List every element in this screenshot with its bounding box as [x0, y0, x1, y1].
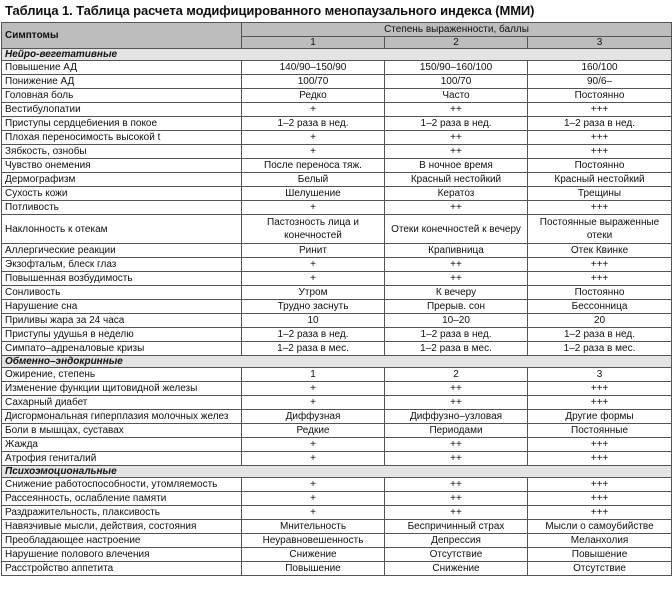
level-3-cell: +++	[528, 438, 672, 452]
table-row	[2, 562, 672, 576]
symptom-cell: Жажда	[2, 438, 242, 452]
level-1-cell: +	[242, 478, 385, 492]
level-3-cell: +++	[528, 478, 672, 492]
level-1-cell: Повышение	[242, 562, 385, 576]
level-3-cell: Постоянно	[528, 159, 672, 173]
level-2-cell: ++	[385, 478, 528, 492]
symptoms-header: Симптомы	[2, 23, 242, 49]
table-title: Таблица 1. Таблица расчета модифицированного менопаузального индекса (ММИ)	[5, 3, 535, 18]
symptom-cell: Преобладающее настроение	[2, 534, 242, 548]
table-row	[2, 492, 672, 506]
level-1-cell: +	[242, 201, 385, 215]
symptom-cell: Боли в мышцах, суставах	[2, 424, 242, 438]
table-row	[2, 244, 672, 258]
level-3-cell: Постоянно	[528, 286, 672, 300]
level-1-cell: +	[242, 396, 385, 410]
table-row	[2, 187, 672, 201]
table-row	[2, 328, 672, 342]
level-1-cell: 1–2 раза в нед.	[242, 328, 385, 342]
level-2-cell: 2	[385, 368, 528, 382]
table-row	[2, 117, 672, 131]
symptom-cell: Атрофия гениталий	[2, 452, 242, 466]
level-3-cell: Бессонница	[528, 300, 672, 314]
level-2-cell: ++	[385, 438, 528, 452]
level-3-cell: +++	[528, 452, 672, 466]
level-2-cell: ++	[385, 103, 528, 117]
table-row	[2, 314, 672, 328]
level-2-cell: ++	[385, 506, 528, 520]
level-1-cell: +	[242, 492, 385, 506]
symptom-cell: Рассеянность, ослабление памяти	[2, 492, 242, 506]
table-row	[2, 452, 672, 466]
section-title: Обменно–эндокринные	[2, 356, 672, 368]
level-2-cell: ++	[385, 201, 528, 215]
level-1-cell: +	[242, 103, 385, 117]
level-2-header: 2	[385, 37, 528, 49]
level-1-cell: 1–2 раза в мес.	[242, 342, 385, 356]
level-2-cell: ++	[385, 272, 528, 286]
symptom-cell: Ожирение, степень	[2, 368, 242, 382]
level-1-cell: Редко	[242, 89, 385, 103]
table-row	[2, 478, 672, 492]
symptom-cell: Приступы сердцебиения в покое	[2, 117, 242, 131]
level-2-cell: 10–20	[385, 314, 528, 328]
table-row	[2, 286, 672, 300]
level-1-cell: 100/70	[242, 75, 385, 89]
symptom-cell: Головная боль	[2, 89, 242, 103]
level-1-cell: +	[242, 131, 385, 145]
level-3-cell: +++	[528, 506, 672, 520]
table-row	[2, 506, 672, 520]
level-2-cell: ++	[385, 131, 528, 145]
level-3-cell: +++	[528, 201, 672, 215]
level-3-cell: +++	[528, 382, 672, 396]
table-header	[2, 23, 672, 49]
level-2-cell: Прерыв. сон	[385, 300, 528, 314]
level-3-cell: Мысли о самоубийстве	[528, 520, 672, 534]
level-1-cell: +	[242, 145, 385, 159]
table-row	[2, 410, 672, 424]
level-2-cell: ++	[385, 492, 528, 506]
level-2-cell: Кератоз	[385, 187, 528, 201]
table-row	[2, 382, 672, 396]
symptom-cell: Сахарный диабет	[2, 396, 242, 410]
level-2-cell: К вечеру	[385, 286, 528, 300]
level-2-cell: ++	[385, 145, 528, 159]
section-row	[2, 49, 672, 61]
symptom-cell: Симпато–адреналовые кризы	[2, 342, 242, 356]
level-1-cell: +	[242, 258, 385, 272]
level-1-cell: 10	[242, 314, 385, 328]
level-1-cell: Ринит	[242, 244, 385, 258]
symptom-cell: Раздражительность, плаксивость	[2, 506, 242, 520]
symptom-cell: Дермографизм	[2, 173, 242, 187]
symptom-cell: Приступы удушья в неделю	[2, 328, 242, 342]
symptom-cell: Вестибулопатии	[2, 103, 242, 117]
level-1-cell: +	[242, 506, 385, 520]
symptom-cell: Зябкость, ознобы	[2, 145, 242, 159]
level-1-cell: После переноса тяж.	[242, 159, 385, 173]
level-2-cell: ++	[385, 382, 528, 396]
level-3-cell: Постоянно	[528, 89, 672, 103]
level-3-cell: Трещины	[528, 187, 672, 201]
level-2-cell: 1–2 раза в нед.	[385, 117, 528, 131]
level-2-cell: Отсутствие	[385, 548, 528, 562]
section-title: Психоэмоциональные	[2, 466, 672, 478]
level-3-cell: Постоянные выраженные отеки	[528, 215, 672, 244]
symptom-cell: Сухость кожи	[2, 187, 242, 201]
symptom-cell: Повышенная возбудимость	[2, 272, 242, 286]
level-1-cell: Мнительность	[242, 520, 385, 534]
level-2-cell: Снижение	[385, 562, 528, 576]
level-2-cell: Диффузно–узловая	[385, 410, 528, 424]
symptom-cell: Сонливость	[2, 286, 242, 300]
level-3-cell: +++	[528, 272, 672, 286]
level-2-cell: Красный нестойкий	[385, 173, 528, 187]
symptom-cell: Плохая переносимость высокой t	[2, 131, 242, 145]
level-3-cell: 1–2 раза в нед.	[528, 117, 672, 131]
level-3-cell: 1–2 раза в нед.	[528, 328, 672, 342]
symptom-cell: Дисгормональная гиперплазия молочных желез	[2, 410, 242, 424]
level-1-cell: Белый	[242, 173, 385, 187]
table-body	[2, 49, 672, 576]
level-3-cell: 3	[528, 368, 672, 382]
level-1-header: 1	[242, 37, 385, 49]
table-row	[2, 145, 672, 159]
section-row	[2, 356, 672, 368]
level-3-cell: +++	[528, 145, 672, 159]
table-row	[2, 131, 672, 145]
symptom-cell: Расстройство аппетита	[2, 562, 242, 576]
table-row	[2, 300, 672, 314]
symptom-cell: Наклонность к отекам	[2, 215, 242, 244]
level-1-cell: 140/90–150/90	[242, 61, 385, 75]
level-1-cell: 1–2 раза в нед.	[242, 117, 385, 131]
level-1-cell: +	[242, 452, 385, 466]
table-row	[2, 103, 672, 117]
level-1-cell: Трудно заснуть	[242, 300, 385, 314]
symptom-cell: Нарушение сна	[2, 300, 242, 314]
symptom-cell: Повышение АД	[2, 61, 242, 75]
table-row	[2, 201, 672, 215]
level-3-cell: +++	[528, 492, 672, 506]
table-row	[2, 159, 672, 173]
level-3-cell: Красный нестойкий	[528, 173, 672, 187]
symptom-cell: Приливы жара за 24 часа	[2, 314, 242, 328]
level-3-cell: +++	[528, 396, 672, 410]
level-2-cell: Беспричинный страх	[385, 520, 528, 534]
level-1-cell: +	[242, 382, 385, 396]
level-1-cell: +	[242, 438, 385, 452]
symptom-cell: Нарушение полового влечения	[2, 548, 242, 562]
level-3-cell: 20	[528, 314, 672, 328]
level-2-cell: 1–2 раза в нед.	[385, 328, 528, 342]
section-row	[2, 466, 672, 478]
level-3-header: 3	[528, 37, 672, 49]
level-1-cell: Пастозность лица и конечностей	[242, 215, 385, 244]
level-3-cell: Другие формы	[528, 410, 672, 424]
symptom-cell: Изменение функции щитовидной железы	[2, 382, 242, 396]
level-2-cell: ++	[385, 258, 528, 272]
table-row	[2, 396, 672, 410]
level-3-cell: +++	[528, 103, 672, 117]
level-1-cell: Снижение	[242, 548, 385, 562]
table-row	[2, 272, 672, 286]
table-row	[2, 89, 672, 103]
symptom-cell: Снижение работоспособности, утомляемость	[2, 478, 242, 492]
table-row	[2, 534, 672, 548]
level-2-cell: Крапивница	[385, 244, 528, 258]
severity-header: Степень выраженности, баллы	[242, 23, 672, 37]
level-2-cell: ++	[385, 452, 528, 466]
symptom-cell: Экзофтальм, блеск глаз	[2, 258, 242, 272]
table-row	[2, 173, 672, 187]
table-row	[2, 520, 672, 534]
level-3-cell: Отсутствие	[528, 562, 672, 576]
level-2-cell: ++	[385, 396, 528, 410]
level-3-cell: 90/6–	[528, 75, 672, 89]
level-1-cell: Диффузная	[242, 410, 385, 424]
symptom-cell: Чувство онемения	[2, 159, 242, 173]
level-3-cell: +++	[528, 131, 672, 145]
symptom-cell: Аллергические реакции	[2, 244, 242, 258]
level-2-cell: Отеки конечностей к вечеру	[385, 215, 528, 244]
level-2-cell: 150/90–160/100	[385, 61, 528, 75]
level-2-cell: Периодами	[385, 424, 528, 438]
level-3-cell: 160/100	[528, 61, 672, 75]
level-3-cell: 1–2 раза в мес.	[528, 342, 672, 356]
table-row	[2, 548, 672, 562]
symptom-cell: Навязчивые мысли, действия, состояния	[2, 520, 242, 534]
level-2-cell: В ночное время	[385, 159, 528, 173]
level-1-cell: 1	[242, 368, 385, 382]
level-2-cell: 100/70	[385, 75, 528, 89]
table-row	[2, 61, 672, 75]
level-2-cell: Депрессия	[385, 534, 528, 548]
level-3-cell: Отек Квинке	[528, 244, 672, 258]
table-row	[2, 438, 672, 452]
level-1-cell: Утром	[242, 286, 385, 300]
mmi-table	[1, 22, 672, 576]
table-row	[2, 75, 672, 89]
level-3-cell: Постоянные	[528, 424, 672, 438]
level-2-cell: 1–2 раза в мес.	[385, 342, 528, 356]
table-row	[2, 215, 672, 244]
table-row	[2, 342, 672, 356]
table-row	[2, 368, 672, 382]
level-2-cell: Часто	[385, 89, 528, 103]
table-row	[2, 424, 672, 438]
level-3-cell: +++	[528, 258, 672, 272]
symptom-cell: Потливость	[2, 201, 242, 215]
section-title: Нейро-вегетативные	[2, 49, 672, 61]
level-3-cell: Меланхолия	[528, 534, 672, 548]
level-3-cell: Повышение	[528, 548, 672, 562]
table-row	[2, 258, 672, 272]
level-1-cell: +	[242, 272, 385, 286]
symptom-cell: Понижение АД	[2, 75, 242, 89]
level-1-cell: Шелушение	[242, 187, 385, 201]
level-1-cell: Редкие	[242, 424, 385, 438]
level-1-cell: Неуравновешенность	[242, 534, 385, 548]
